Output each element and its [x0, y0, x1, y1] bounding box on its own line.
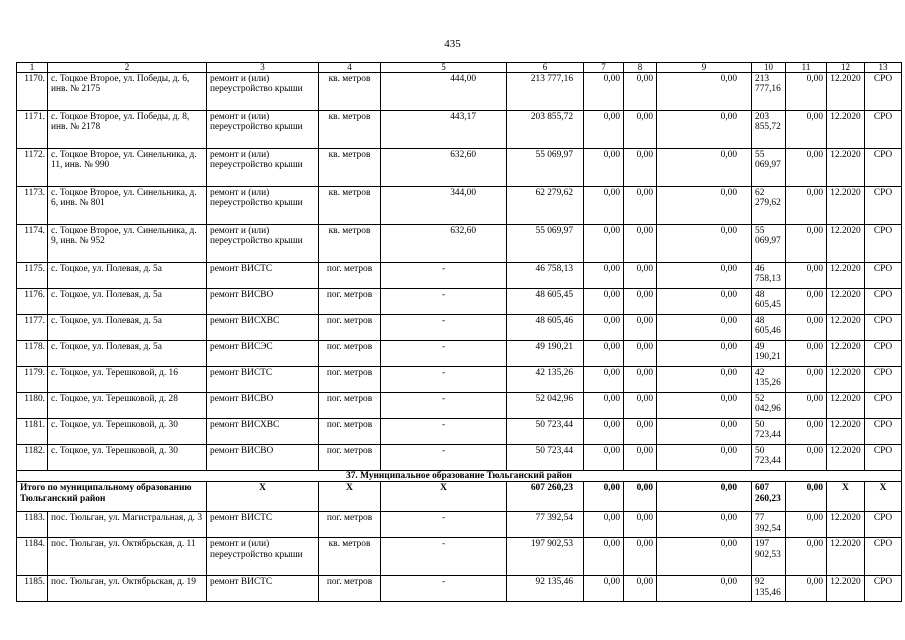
- col-11-value: 0,00: [786, 149, 827, 187]
- col-7-value: 0,00: [584, 512, 624, 538]
- total-col-10: 607 260,23: [752, 482, 786, 512]
- funding-source: СРО: [865, 367, 902, 393]
- row-number: 1171.: [17, 111, 48, 149]
- col-11-value: 0,00: [786, 289, 827, 315]
- col-10-value: 49 190,21: [752, 341, 786, 367]
- row-number: 1172.: [17, 149, 48, 187]
- total-cost: 52 042,96: [507, 393, 584, 419]
- total-cost: 46 758,13: [507, 263, 584, 289]
- unit: кв. метров: [319, 73, 381, 111]
- col-8-value: 0,00: [624, 445, 657, 471]
- col-9-value: 0,00: [657, 187, 752, 225]
- col-7-value: 0,00: [584, 445, 624, 471]
- column-header-row: [17, 63, 902, 73]
- completion-date: 12.2020: [827, 315, 865, 341]
- address: с. Тоцкое, ул. Терешковой, д. 30: [48, 419, 207, 445]
- funding-source: СРО: [865, 538, 902, 576]
- address: с. Тоцкое Второе, ул. Синельника, д. 9, инв. № 952: [48, 225, 207, 263]
- address: с. Тоцкое, ул. Полевая, д. 5а: [48, 341, 207, 367]
- col-8-value: 0,00: [624, 538, 657, 576]
- quantity: -: [381, 419, 507, 445]
- total-cost: 55 069,97: [507, 225, 584, 263]
- unit: пог. метров: [319, 576, 381, 602]
- page-number: 435: [444, 38, 461, 50]
- address: с. Тоцкое, ул. Терешковой, д. 30: [48, 445, 207, 471]
- total-cost: 213 777,16: [507, 73, 584, 111]
- address: с. Тоцкое Второе, ул. Победы, д. 6, инв. № 2175: [48, 73, 207, 111]
- completion-date: 12.2020: [827, 263, 865, 289]
- funding-source: СРО: [865, 445, 902, 471]
- col-9-value: 0,00: [657, 512, 752, 538]
- completion-date: 12.2020: [827, 73, 865, 111]
- total-cost: 77 392,54: [507, 512, 584, 538]
- quantity: 444,00: [381, 73, 507, 111]
- table-row: [17, 187, 902, 225]
- col-9-value: 0,00: [657, 149, 752, 187]
- col-8-value: 0,00: [624, 263, 657, 289]
- completion-date: 12.2020: [827, 445, 865, 471]
- quantity: -: [381, 341, 507, 367]
- address: с. Тоцкое, ул. Терешковой, д. 28: [48, 393, 207, 419]
- row-number: 1170.: [17, 73, 48, 111]
- completion-date: 12.2020: [827, 367, 865, 393]
- col-header-6: 6: [507, 63, 584, 73]
- work-type: ремонт и (или) переустройство крыши: [207, 187, 319, 225]
- table-row: [17, 73, 902, 111]
- quantity: -: [381, 263, 507, 289]
- col-9-value: 0,00: [657, 576, 752, 602]
- col-header-7: 7: [584, 63, 624, 73]
- total-col-9: 0,00: [657, 482, 752, 512]
- row-number: 1185.: [17, 576, 48, 602]
- table-body-top: [17, 63, 902, 471]
- col-header-10: 10: [752, 63, 786, 73]
- address: пос. Тюльган, ул. Октябрьская, д. 19: [48, 576, 207, 602]
- col-9-value: 0,00: [657, 289, 752, 315]
- funding-source: СРО: [865, 512, 902, 538]
- table-body-bottom: [17, 512, 902, 602]
- total-col-6: 607 260,23: [507, 482, 584, 512]
- completion-date: 12.2020: [827, 576, 865, 602]
- work-type: ремонт ВИСВО: [207, 393, 319, 419]
- total-col-5: X: [381, 482, 507, 512]
- quantity: -: [381, 289, 507, 315]
- completion-date: 12.2020: [827, 289, 865, 315]
- total-cost: 49 190,21: [507, 341, 584, 367]
- funding-source: СРО: [865, 289, 902, 315]
- col-10-value: 50 723,44: [752, 445, 786, 471]
- col-10-value: 52 042,96: [752, 393, 786, 419]
- col-11-value: 0,00: [786, 367, 827, 393]
- work-type: ремонт ВИСВО: [207, 445, 319, 471]
- total-cost: 42 135,26: [507, 367, 584, 393]
- col-10-value: 55 069,97: [752, 149, 786, 187]
- col-7-value: 0,00: [584, 419, 624, 445]
- quantity: 632,60: [381, 149, 507, 187]
- col-8-value: 0,00: [624, 73, 657, 111]
- address: пос. Тюльган, ул. Магистральная, д. 3: [48, 512, 207, 538]
- total-col-3: X: [207, 482, 319, 512]
- address: с. Тоцкое, ул. Терешковой, д. 16: [48, 367, 207, 393]
- quantity: 344,00: [381, 187, 507, 225]
- col-11-value: 0,00: [786, 315, 827, 341]
- total-col-11: 0,00: [786, 482, 827, 512]
- quantity: -: [381, 315, 507, 341]
- work-type: ремонт ВИСХВС: [207, 315, 319, 341]
- col-header-5: 5: [381, 63, 507, 73]
- funding-source: СРО: [865, 263, 902, 289]
- col-9-value: 0,00: [657, 111, 752, 149]
- total-col-7: 0,00: [584, 482, 624, 512]
- col-11-value: 0,00: [786, 419, 827, 445]
- work-type: ремонт и (или) переустройство крыши: [207, 149, 319, 187]
- col-header-2: 2: [48, 63, 207, 73]
- col-11-value: 0,00: [786, 111, 827, 149]
- completion-date: 12.2020: [827, 149, 865, 187]
- unit: пог. метров: [319, 445, 381, 471]
- work-type: ремонт и (или) переустройство крыши: [207, 73, 319, 111]
- section-header-row: [17, 471, 902, 482]
- col-9-value: 0,00: [657, 263, 752, 289]
- col-7-value: 0,00: [584, 187, 624, 225]
- col-10-value: 50 723,44: [752, 419, 786, 445]
- row-number: 1173.: [17, 187, 48, 225]
- row-number: 1178.: [17, 341, 48, 367]
- col-9-value: 0,00: [657, 419, 752, 445]
- col-8-value: 0,00: [624, 393, 657, 419]
- table-row: [17, 512, 902, 538]
- row-number: 1176.: [17, 289, 48, 315]
- total-row: [17, 482, 902, 512]
- col-11-value: 0,00: [786, 538, 827, 576]
- col-header-1: 1: [17, 63, 48, 73]
- col-8-value: 0,00: [624, 187, 657, 225]
- address: с. Тоцкое, ул. Полевая, д. 5а: [48, 263, 207, 289]
- address: с. Тоцкое Второе, ул. Синельника, д. 6, инв. № 801: [48, 187, 207, 225]
- col-8-value: 0,00: [624, 149, 657, 187]
- completion-date: 12.2020: [827, 341, 865, 367]
- col-11-value: 0,00: [786, 187, 827, 225]
- work-type: ремонт ВИСТС: [207, 576, 319, 602]
- quantity: 632,60: [381, 225, 507, 263]
- table-row: [17, 289, 902, 315]
- total-cost: 62 279,62: [507, 187, 584, 225]
- col-header-3: 3: [207, 63, 319, 73]
- capital-repair-table: [16, 62, 902, 602]
- work-type: ремонт и (или) переустройство крыши: [207, 225, 319, 263]
- work-type: ремонт ВИСТС: [207, 367, 319, 393]
- col-7-value: 0,00: [584, 538, 624, 576]
- address: с. Тоцкое, ул. Полевая, д. 5а: [48, 315, 207, 341]
- col-9-value: 0,00: [657, 445, 752, 471]
- table-row: [17, 576, 902, 602]
- funding-source: СРО: [865, 149, 902, 187]
- funding-source: СРО: [865, 225, 902, 263]
- col-7-value: 0,00: [584, 367, 624, 393]
- total-cost: 50 723,44: [507, 419, 584, 445]
- col-11-value: 0,00: [786, 341, 827, 367]
- unit: пог. метров: [319, 315, 381, 341]
- col-10-value: 62 279,62: [752, 187, 786, 225]
- row-number: 1174.: [17, 225, 48, 263]
- col-10-value: 92 135,46: [752, 576, 786, 602]
- table-row: [17, 367, 902, 393]
- unit: пог. метров: [319, 419, 381, 445]
- col-8-value: 0,00: [624, 341, 657, 367]
- row-number: 1177.: [17, 315, 48, 341]
- col-10-value: 203 855,72: [752, 111, 786, 149]
- funding-source: СРО: [865, 187, 902, 225]
- col-header-9: 9: [657, 63, 752, 73]
- col-10-value: 46 758,13: [752, 263, 786, 289]
- col-10-value: 197 902,53: [752, 538, 786, 576]
- col-8-value: 0,00: [624, 576, 657, 602]
- total-cost: 48 605,46: [507, 315, 584, 341]
- quantity: -: [381, 538, 507, 576]
- col-9-value: 0,00: [657, 315, 752, 341]
- total-cost: 48 605,45: [507, 289, 584, 315]
- completion-date: 12.2020: [827, 111, 865, 149]
- address: с. Тоцкое Второе, ул. Победы, д. 8, инв. № 2178: [48, 111, 207, 149]
- col-11-value: 0,00: [786, 263, 827, 289]
- table-row: [17, 419, 902, 445]
- col-11-value: 0,00: [786, 73, 827, 111]
- total-cost: 203 855,72: [507, 111, 584, 149]
- unit: кв. метров: [319, 538, 381, 576]
- row-number: 1180.: [17, 393, 48, 419]
- completion-date: 12.2020: [827, 419, 865, 445]
- col-10-value: 48 605,45: [752, 289, 786, 315]
- col-8-value: 0,00: [624, 512, 657, 538]
- table-row: [17, 111, 902, 149]
- funding-source: СРО: [865, 73, 902, 111]
- work-type: ремонт и (или) переустройство крыши: [207, 111, 319, 149]
- col-10-value: 42 135,26: [752, 367, 786, 393]
- table-row: [17, 393, 902, 419]
- quantity: -: [381, 393, 507, 419]
- row-number: 1179.: [17, 367, 48, 393]
- col-7-value: 0,00: [584, 73, 624, 111]
- col-11-value: 0,00: [786, 393, 827, 419]
- quantity: -: [381, 445, 507, 471]
- completion-date: 12.2020: [827, 187, 865, 225]
- unit: пог. метров: [319, 512, 381, 538]
- total-cost: 55 069,97: [507, 149, 584, 187]
- row-number: 1181.: [17, 419, 48, 445]
- col-header-13: 13: [865, 63, 902, 73]
- col-7-value: 0,00: [584, 225, 624, 263]
- col-9-value: 0,00: [657, 73, 752, 111]
- table-row: [17, 315, 902, 341]
- work-type: ремонт ВИСВО: [207, 289, 319, 315]
- quantity: -: [381, 576, 507, 602]
- col-7-value: 0,00: [584, 289, 624, 315]
- col-9-value: 0,00: [657, 341, 752, 367]
- col-9-value: 0,00: [657, 367, 752, 393]
- section-title: 37. Муниципальное образование Тюльганский район: [17, 471, 902, 482]
- col-7-value: 0,00: [584, 263, 624, 289]
- completion-date: 12.2020: [827, 538, 865, 576]
- address: пос. Тюльган, ул. Октябрьская, д. 11: [48, 538, 207, 576]
- total-col-12: X: [827, 482, 865, 512]
- unit: пог. метров: [319, 367, 381, 393]
- quantity: -: [381, 367, 507, 393]
- completion-date: 12.2020: [827, 512, 865, 538]
- total-cost: 50 723,44: [507, 445, 584, 471]
- funding-source: СРО: [865, 111, 902, 149]
- table-row: [17, 538, 902, 576]
- address: с. Тоцкое Второе, ул. Синельника, д. 11, инв. № 990: [48, 149, 207, 187]
- row-number: 1183.: [17, 512, 48, 538]
- table-row: [17, 445, 902, 471]
- col-11-value: 0,00: [786, 576, 827, 602]
- col-8-value: 0,00: [624, 111, 657, 149]
- col-8-value: 0,00: [624, 419, 657, 445]
- col-11-value: 0,00: [786, 445, 827, 471]
- col-9-value: 0,00: [657, 538, 752, 576]
- unit: пог. метров: [319, 393, 381, 419]
- table-row: [17, 263, 902, 289]
- unit: кв. метров: [319, 187, 381, 225]
- row-number: 1175.: [17, 263, 48, 289]
- col-9-value: 0,00: [657, 225, 752, 263]
- funding-source: СРО: [865, 419, 902, 445]
- total-col-13: X: [865, 482, 902, 512]
- address: с. Тоцкое, ул. Полевая, д. 5а: [48, 289, 207, 315]
- total-col-8: 0,00: [624, 482, 657, 512]
- work-type: ремонт ВИСХВС: [207, 419, 319, 445]
- completion-date: 12.2020: [827, 225, 865, 263]
- col-10-value: 48 605,46: [752, 315, 786, 341]
- unit: пог. метров: [319, 263, 381, 289]
- col-8-value: 0,00: [624, 225, 657, 263]
- col-header-8: 8: [624, 63, 657, 73]
- completion-date: 12.2020: [827, 393, 865, 419]
- col-8-value: 0,00: [624, 289, 657, 315]
- col-header-11: 11: [786, 63, 827, 73]
- col-7-value: 0,00: [584, 576, 624, 602]
- unit: кв. метров: [319, 149, 381, 187]
- total-label: Итого по муниципальному образованию Тюльганский район: [17, 482, 207, 512]
- work-type: ремонт ВИСТС: [207, 512, 319, 538]
- funding-source: СРО: [865, 576, 902, 602]
- table-body-section: [17, 471, 902, 512]
- col-10-value: 55 069,97: [752, 225, 786, 263]
- col-7-value: 0,00: [584, 315, 624, 341]
- row-number: 1184.: [17, 538, 48, 576]
- quantity: 443,17: [381, 111, 507, 149]
- col-7-value: 0,00: [584, 341, 624, 367]
- total-col-4: X: [319, 482, 381, 512]
- row-number: 1182.: [17, 445, 48, 471]
- col-10-value: 77 392,54: [752, 512, 786, 538]
- col-10-value: 213 777,16: [752, 73, 786, 111]
- table-row: [17, 149, 902, 187]
- funding-source: СРО: [865, 393, 902, 419]
- work-type: ремонт ВИСТС: [207, 263, 319, 289]
- funding-source: СРО: [865, 315, 902, 341]
- unit: пог. метров: [319, 289, 381, 315]
- col-8-value: 0,00: [624, 315, 657, 341]
- col-8-value: 0,00: [624, 367, 657, 393]
- table-row: [17, 225, 902, 263]
- col-header-12: 12: [827, 63, 865, 73]
- unit: кв. метров: [319, 111, 381, 149]
- col-7-value: 0,00: [584, 111, 624, 149]
- col-header-4: 4: [319, 63, 381, 73]
- col-11-value: 0,00: [786, 225, 827, 263]
- unit: кв. метров: [319, 225, 381, 263]
- work-type: ремонт и (или) переустройство крыши: [207, 538, 319, 576]
- quantity: -: [381, 512, 507, 538]
- table-row: [17, 341, 902, 367]
- funding-source: СРО: [865, 341, 902, 367]
- col-7-value: 0,00: [584, 393, 624, 419]
- col-9-value: 0,00: [657, 393, 752, 419]
- total-cost: 92 135,46: [507, 576, 584, 602]
- col-7-value: 0,00: [584, 149, 624, 187]
- col-11-value: 0,00: [786, 512, 827, 538]
- work-type: ремонт ВИСЭС: [207, 341, 319, 367]
- total-cost: 197 902,53: [507, 538, 584, 576]
- unit: пог. метров: [319, 341, 381, 367]
